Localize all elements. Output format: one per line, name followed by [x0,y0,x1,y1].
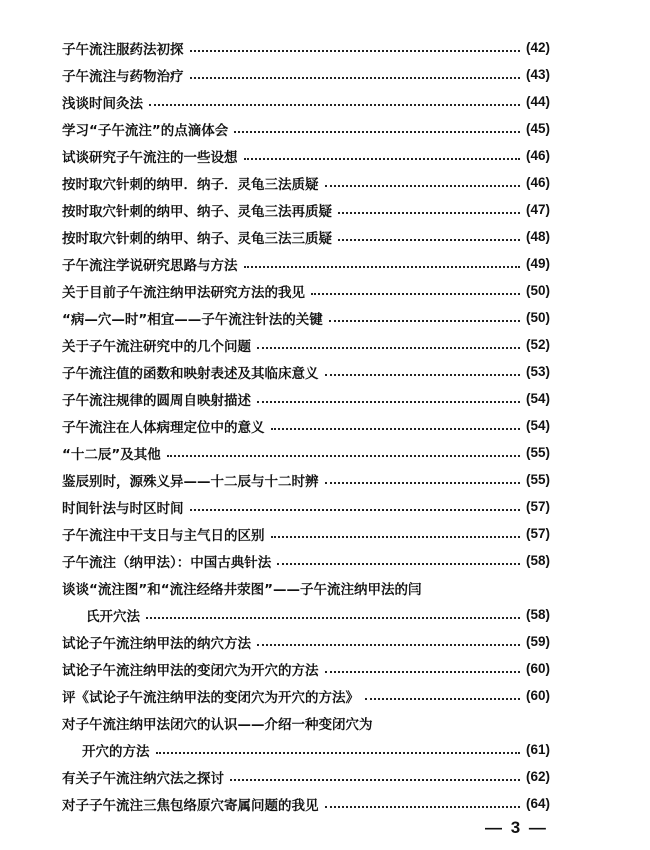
toc-entry-title: 鉴辰别时，源殊义异——十二辰与十二时辨 [62,473,319,490]
toc-entry-page: (50) [525,283,550,298]
dot-leader [311,293,520,295]
table-of-contents [62,34,550,817]
dot-leader [257,644,520,646]
toc-entry-title: 子午流注中干支日与主气日的区别 [62,527,265,544]
toc-entry-title: 关于目前子午流注纳甲法研究方法的我见 [62,284,305,301]
toc-entry [62,412,550,439]
toc-entry-title: 有关子午流注纳穴法之探讨 [62,770,224,787]
toc-entry-page: (60) [525,688,550,703]
toc-entry-title: 子午流注（纳甲法）：中国古典针法 [62,554,272,571]
toc-entry-title: 谈谈“流注图”和“流注经络井荥图”——子午流注纳甲法的闫 [62,581,422,598]
toc-entry-title: 试论子午流注纳甲法的纳穴方法 [62,635,251,652]
toc-entry [62,601,550,628]
dot-leader [257,347,520,349]
toc-entry-page: (55) [525,445,550,460]
toc-entry [62,88,550,115]
toc-entry-title: “病—穴—时”相宜——子午流注针法的关键 [62,311,323,328]
toc-entry-page: (57) [525,499,550,514]
toc-entry [62,682,550,709]
dot-leader [167,455,520,457]
toc-entry [62,169,550,196]
toc-entry-page: (59) [525,634,550,649]
toc-entry [62,466,550,493]
dot-leader [325,671,520,673]
toc-entry-title: 子午流注在人体病理定位中的意义 [62,419,265,436]
toc-entry [62,223,550,250]
dot-leader [325,374,520,376]
toc-entry-page: (46) [525,175,550,190]
toc-entry [62,628,550,655]
toc-entry [62,358,550,385]
toc-entry [62,115,550,142]
toc-entry-title: 试论子午流注纳甲法的变闭穴为开穴的方法 [62,662,319,679]
dot-leader [190,77,520,79]
toc-entry-title: 子午流注与药物治疗 [62,68,184,85]
toc-entry [62,34,550,61]
toc-entry-title: 关于子午流注研究中的几个问题 [62,338,251,355]
toc-entry-title: 按时取穴针刺的纳甲、纳子、灵龟三法再质疑 [62,203,332,220]
toc-entry-page: (58) [525,553,550,568]
dot-leader [325,482,520,484]
toc-entry [62,655,550,682]
toc-entry-page: (55) [525,472,550,487]
toc-entry-page: (54) [525,418,550,433]
toc-entry-title: “十二辰”及其他 [62,446,161,463]
toc-entry-title: 子午流注学说研究思路与方法 [62,257,238,274]
toc-entry [62,493,550,520]
toc-entry [62,304,550,331]
toc-entry [62,709,550,736]
page-number: — 3 — [485,818,548,837]
toc-entry [62,547,550,574]
toc-entry-title: 按时取穴针刺的纳甲、纳子、灵龟三法三质疑 [62,230,332,247]
dot-leader [156,752,520,754]
dot-leader [277,563,520,565]
toc-entry [62,142,550,169]
dot-leader [190,50,520,52]
dot-leader [244,266,520,268]
dot-leader [365,698,520,700]
toc-entry-page: (53) [525,364,550,379]
toc-entry-title: 试谈研究子午流注的一些设想 [62,149,238,166]
toc-entry-page: (43) [525,67,550,82]
toc-entry [62,520,550,547]
toc-entry-page: (42) [525,40,550,55]
toc-entry-page: (58) [525,607,550,622]
toc-entry-title: 按时取穴针刺的纳甲．纳子．灵龟三法质疑 [62,176,319,193]
toc-entry-page: (49) [525,256,550,271]
toc-entry-page: (45) [525,121,550,136]
dot-leader [338,212,520,214]
toc-entry-title: 子午流注值的函数和映射表述及其临床意义 [62,365,319,382]
toc-entry-title: 浅谈时间灸法 [62,95,143,112]
toc-entry-title: 时间针法与时区时间 [62,500,184,517]
toc-entry-page: (44) [525,94,550,109]
toc-entry-title: 子午流注服药法初探 [62,41,184,58]
dot-leader [271,536,520,538]
toc-entry-title: 对子午流注纳甲法闭穴的认识——介绍一种变闭穴为 [62,716,373,733]
toc-entry [62,574,550,601]
dot-leader [271,428,520,430]
toc-entry-title: 开穴的方法 [82,743,150,760]
toc-entry-page: (48) [525,229,550,244]
toc-entry-title: 氏开穴法 [86,608,140,625]
dot-leader [149,104,520,106]
dot-leader [146,617,520,619]
toc-entry [62,250,550,277]
dot-leader [338,239,520,241]
toc-entry-page: (46) [525,148,550,163]
toc-entry-page: (62) [525,769,550,784]
toc-entry-page: (47) [525,202,550,217]
toc-entry-title: 评《试论子午流注纳甲法的变闭穴为开穴的方法》 [62,689,359,706]
dot-leader [244,158,520,160]
toc-entry [62,196,550,223]
toc-entry-page: (64) [525,796,550,811]
toc-entry-page: (61) [525,742,550,757]
dot-leader [325,185,520,187]
toc-entry-page: (50) [525,310,550,325]
toc-entry-title: 学习“子午流注”的点滴体会 [62,122,229,139]
toc-entry-page: (52) [525,337,550,352]
toc-entry-title: 子午流注规律的圆周自映射描述 [62,392,251,409]
dot-leader [329,320,520,322]
dot-leader [234,131,520,133]
toc-entry [62,763,550,790]
toc-entry [62,331,550,358]
toc-entry [62,385,550,412]
toc-entry [62,439,550,466]
toc-entry-page: (57) [525,526,550,541]
toc-entry [62,790,550,817]
toc-entry [62,61,550,88]
toc-entry [62,277,550,304]
toc-entry-page: (60) [525,661,550,676]
dot-leader [325,806,520,808]
dot-leader [230,779,520,781]
dot-leader [190,509,520,511]
toc-entry-title: 对子子午流注三焦包络原穴寄属问题的我见 [62,797,319,814]
toc-entry-page: (54) [525,391,550,406]
dot-leader [257,401,520,403]
toc-entry [62,736,550,763]
